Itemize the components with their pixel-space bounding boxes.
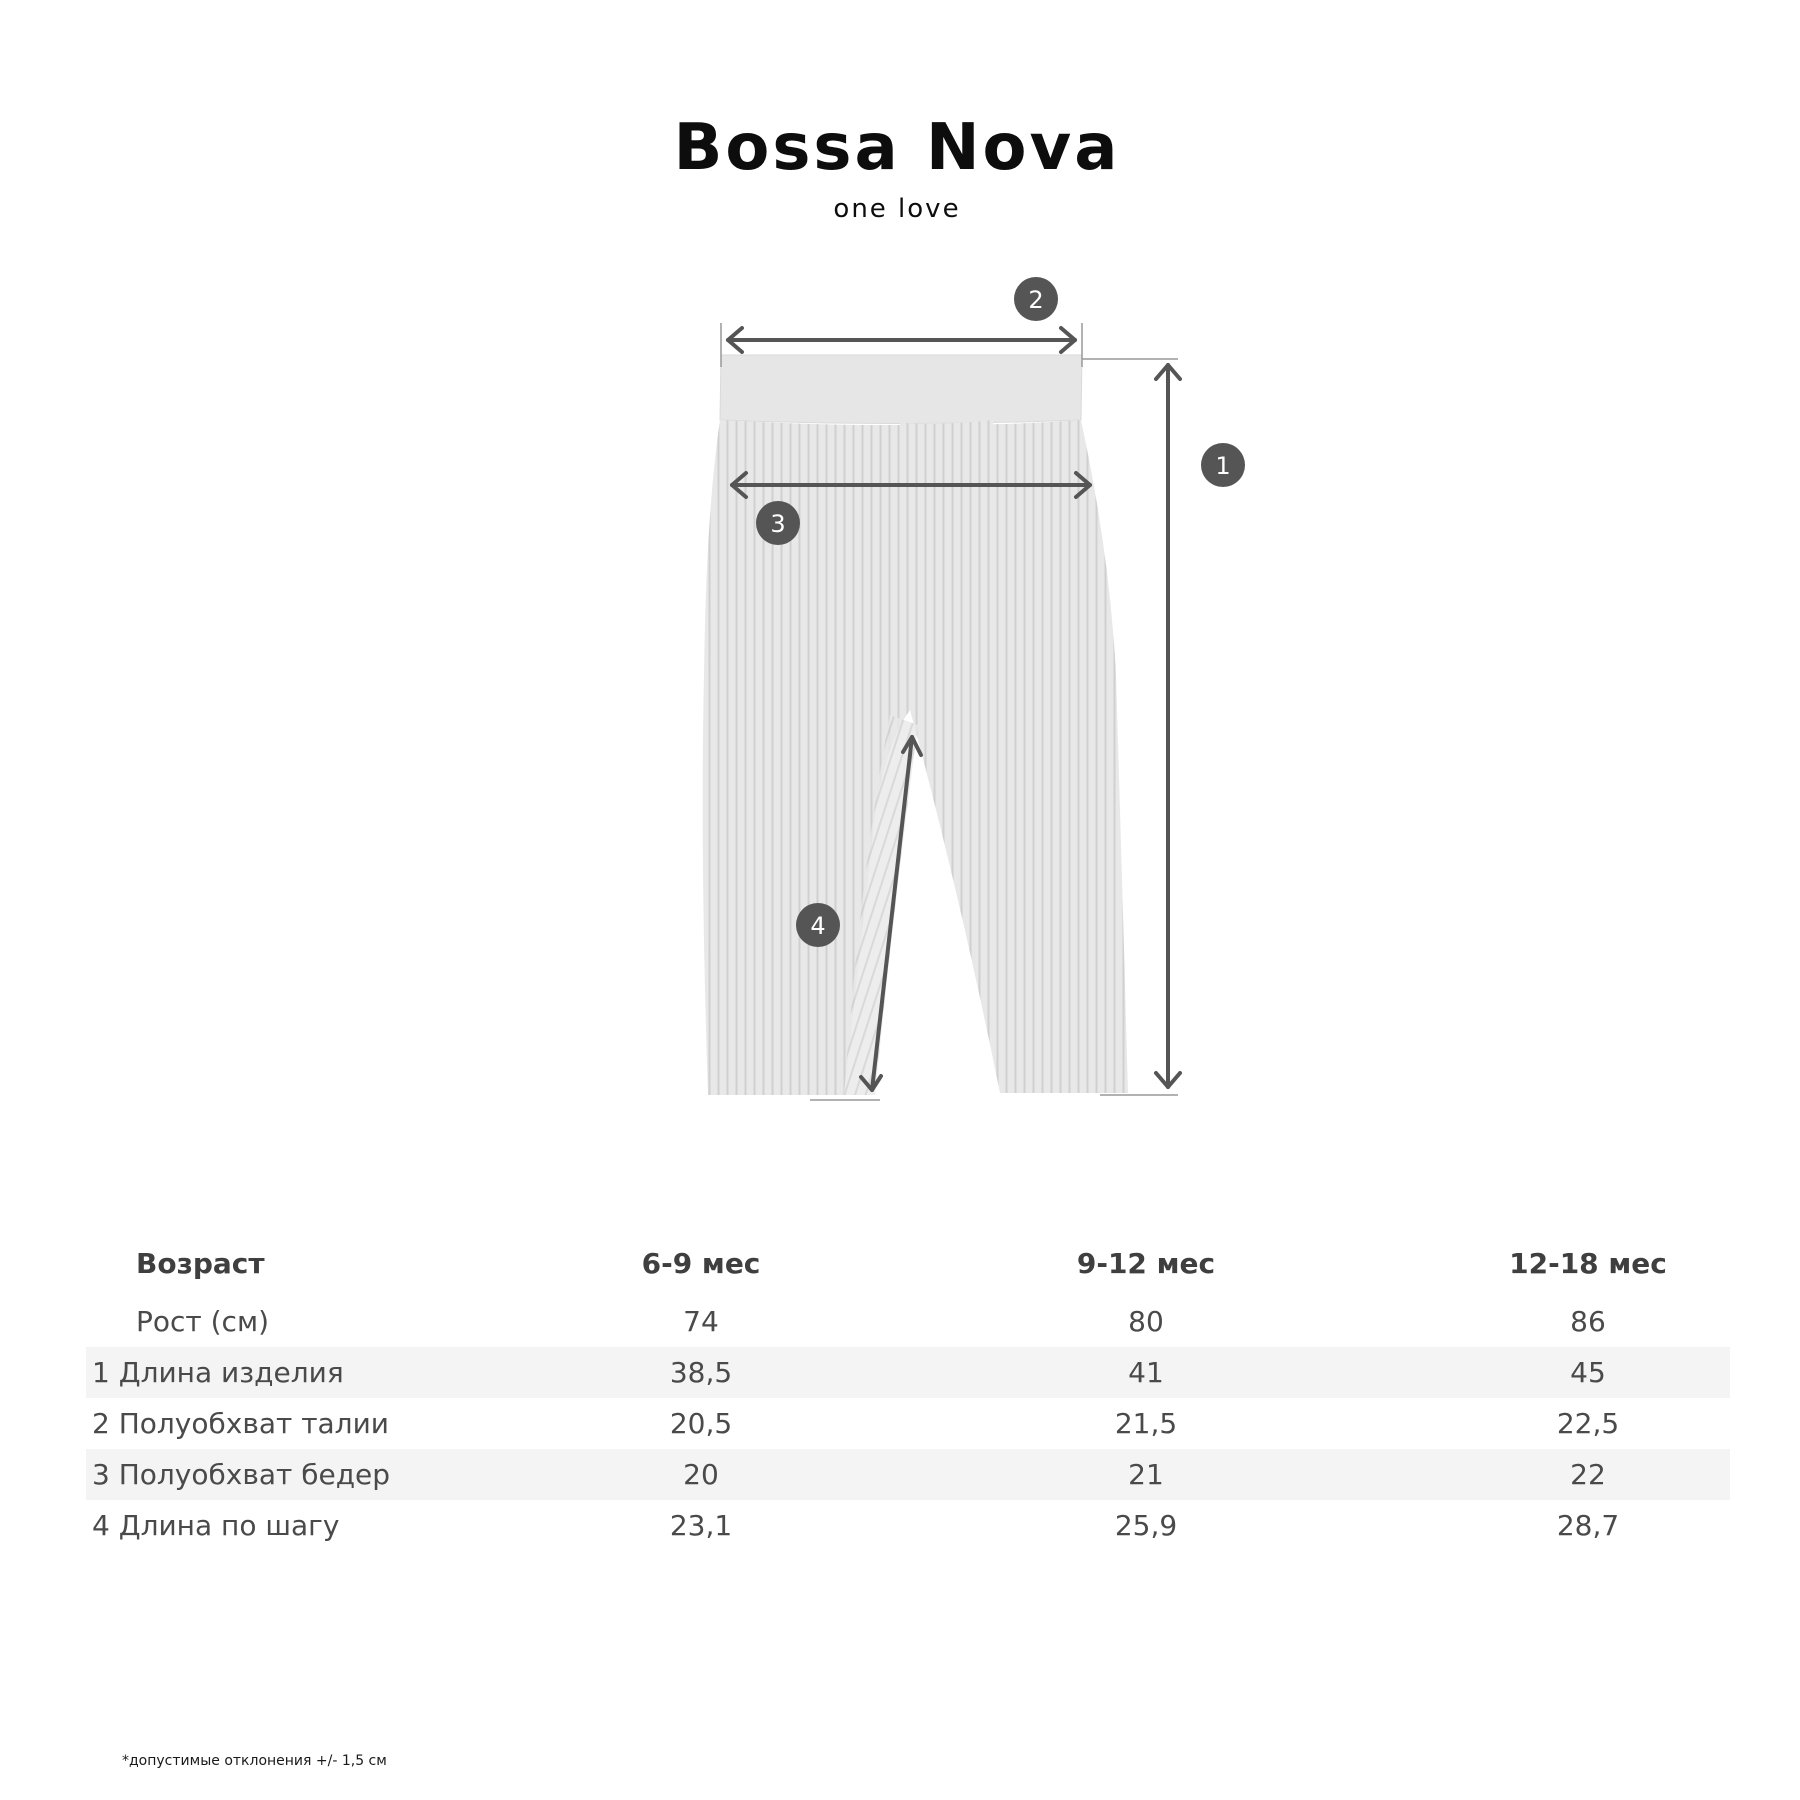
table-row: [86, 1347, 1730, 1398]
row-label: 4 Длина по шагу: [92, 1509, 340, 1542]
garment-diagram: [660, 255, 1260, 1115]
table-cell: 45: [1446, 1347, 1730, 1398]
table-cell: 25,9: [1114, 1509, 1178, 1542]
table-row: [86, 1398, 1730, 1449]
table-cell: 21: [846, 1449, 1446, 1500]
marker-1-label: 1: [1215, 452, 1231, 480]
table-cell: 28,7: [1556, 1509, 1620, 1542]
table-header-row: [86, 1230, 1730, 1296]
header-size-2: 9-12 мес: [1076, 1246, 1216, 1280]
pants-illustration: [660, 255, 1260, 1115]
table-cell: 20: [556, 1449, 846, 1500]
table-row: [86, 1500, 1730, 1551]
header-size-1: 6-9 мес: [641, 1246, 761, 1280]
table-cell: 74: [683, 1305, 719, 1338]
arrow-2: [728, 328, 1075, 352]
row-label: 2 Полуобхват талии: [92, 1407, 389, 1440]
table-row-height: [86, 1296, 1730, 1347]
brand-header: [0, 108, 1800, 226]
header-size-3: 12-18 мес: [1509, 1246, 1667, 1280]
table-cell: 38,5: [556, 1347, 846, 1398]
table-cell: 41: [846, 1347, 1446, 1398]
waistband: [720, 355, 1082, 424]
table-cell: 86: [1570, 1305, 1606, 1338]
row-label: Рост (см): [136, 1305, 269, 1338]
brand-logo: Bossa Nova: [673, 111, 1121, 185]
table-cell: 22,5: [1556, 1407, 1620, 1440]
table-cell: 23,1: [669, 1509, 733, 1542]
table-cell: 21,5: [1114, 1407, 1178, 1440]
marker-2-label: 2: [1028, 286, 1044, 314]
right-leg: [900, 420, 1128, 1093]
row-label: 3 Полуобхват бедер: [86, 1449, 556, 1500]
table-cell: 80: [1128, 1305, 1164, 1338]
marker-1: [1201, 443, 1245, 487]
arrow-1: [1156, 365, 1180, 1087]
marker-3-label: 3: [770, 510, 786, 538]
marker-2: [1014, 277, 1058, 321]
table-cell: 22: [1446, 1449, 1730, 1500]
row-label: 1 Длина изделия: [86, 1347, 556, 1398]
table-row: [86, 1449, 1730, 1500]
table-cell: 20,5: [669, 1407, 733, 1440]
marker-4-label: 4: [810, 912, 826, 940]
marker-3: [756, 501, 800, 545]
tolerance-footnote: *допустимые отклонения +/- 1,5 см: [122, 1753, 387, 1769]
size-table: [86, 1230, 1730, 1551]
brand-tagline: one love: [833, 194, 961, 224]
header-age: Возраст: [136, 1246, 265, 1280]
marker-4: [796, 903, 840, 947]
